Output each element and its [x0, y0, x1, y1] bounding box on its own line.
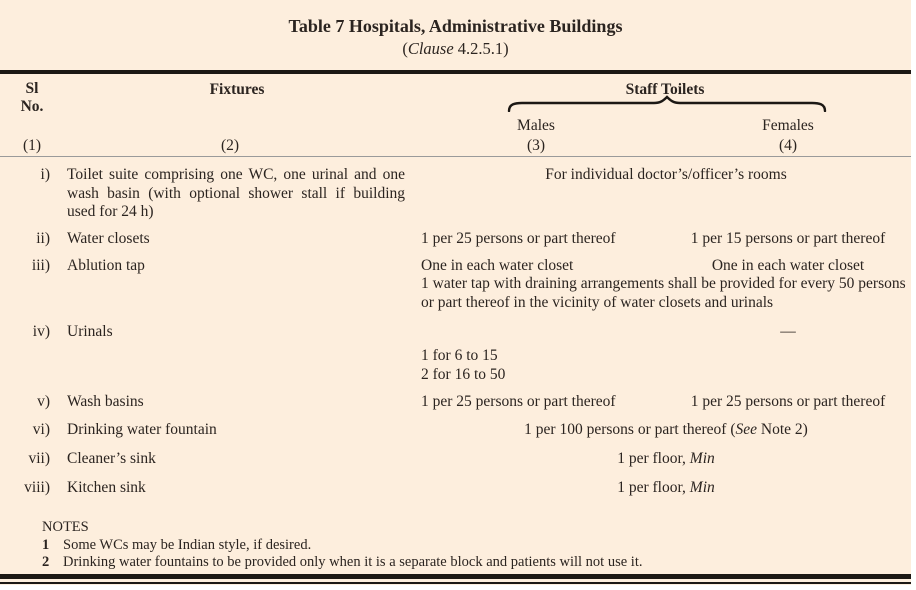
row-vi-value-see: See: [735, 421, 758, 438]
row-v-females: 1 per 25 persons or part thereof: [690, 393, 886, 410]
row-iv-females-dash: —: [780, 323, 796, 340]
header-col1-num: (1): [22, 137, 42, 154]
row-i-fixture: Toilet suite comprising one WC, one urinal and one wash basin (with optional shower stall if building used for 24 h): [67, 166, 405, 220]
row-viii-fixture: Kitchen sink: [67, 479, 146, 496]
row-ii-males: 1 per 25 persons or part thereof: [421, 230, 616, 247]
row-v-num: v): [37, 393, 50, 410]
row-vi-value-suffix: Note 2): [757, 421, 808, 438]
header-fixtures: Fixtures: [209, 81, 265, 98]
row-v-males: 1 per 25 persons or part thereof: [421, 393, 616, 410]
row-iv-fixture: Urinals: [67, 323, 113, 340]
brace-icon: [506, 95, 828, 112]
note-1-text: Some WCs may be Indian style, if desired.: [63, 537, 312, 553]
clause-open: (: [402, 39, 408, 58]
row-i-value: For individual doctor’s/officer’s rooms: [545, 166, 787, 183]
row-vii-fixture: Cleaner’s sink: [67, 450, 156, 467]
row-iii-females: One in each water closet: [711, 257, 865, 274]
row-vii-value-min: Min: [689, 450, 715, 467]
notes-heading: NOTES: [42, 519, 89, 535]
row-v-fixture: Wash basins: [67, 393, 144, 410]
row-viii-value: [421, 479, 911, 498]
header-staff-toilets: Staff Toilets: [625, 81, 705, 98]
header-sl: Sl: [25, 80, 39, 97]
row-iv-num: iv): [32, 323, 50, 340]
row-viii-value-min: Min: [689, 479, 715, 496]
header-no: No.: [20, 98, 44, 115]
row-vi-value: [421, 421, 911, 440]
row-iv-males: [421, 347, 659, 384]
bottom-rule-thick: [0, 574, 911, 579]
row-iii-span-note: 1 water tap with draining arrangements shall be provided for every 50 persons or part thereof in the vicinity of water closets and urinals: [421, 275, 906, 311]
row-vi-fixture: Drinking water fountain: [67, 421, 217, 438]
table-title: Table 7 Hospitals, Administrative Buildings: [288, 16, 623, 36]
row-viii-num: viii): [24, 479, 50, 496]
row-iv-males-line1: 1 for 6 to 15: [421, 347, 498, 364]
row-vii-value: [421, 450, 911, 469]
row-iii-fixture: Ablution tap: [67, 257, 145, 274]
row-iv-males-line2: 2 for 16 to 50: [421, 365, 506, 383]
header-males: Males: [517, 117, 555, 134]
note-2-num: 2: [42, 554, 50, 570]
header-col2-num: (2): [220, 137, 240, 154]
note-1-num: 1: [42, 537, 50, 553]
note-2-text: Drinking water fountains to be provided only when it is a separate block and patients will not use it.: [63, 554, 643, 570]
clause-ref: 4.2.5.1): [453, 39, 509, 58]
row-vi-value-prefix: 1 per 100 persons or part thereof (: [524, 421, 736, 438]
header-underline: [0, 156, 911, 157]
row-i-num: i): [40, 166, 50, 183]
header-col4-num: (4): [778, 137, 798, 154]
table-clause: [0, 39, 911, 58]
row-iii-males: One in each water closet: [421, 257, 574, 274]
row-ii-fixture: Water closets: [67, 230, 150, 247]
row-viii-value-prefix: 1 per floor,: [617, 479, 690, 496]
bottom-rule-thin: [0, 582, 911, 584]
row-vi-num: vi): [32, 421, 50, 438]
header-col3-num: (3): [526, 137, 546, 154]
clause-word: Clause: [407, 39, 454, 58]
header-females: Females: [762, 117, 814, 134]
top-rule: [0, 70, 911, 74]
row-vii-value-prefix: 1 per floor,: [617, 450, 690, 467]
row-vii-num: vii): [28, 450, 50, 467]
row-iii-num: iii): [31, 257, 50, 274]
row-ii-females: 1 per 15 persons or part thereof: [690, 230, 886, 247]
row-ii-num: ii): [36, 230, 50, 247]
